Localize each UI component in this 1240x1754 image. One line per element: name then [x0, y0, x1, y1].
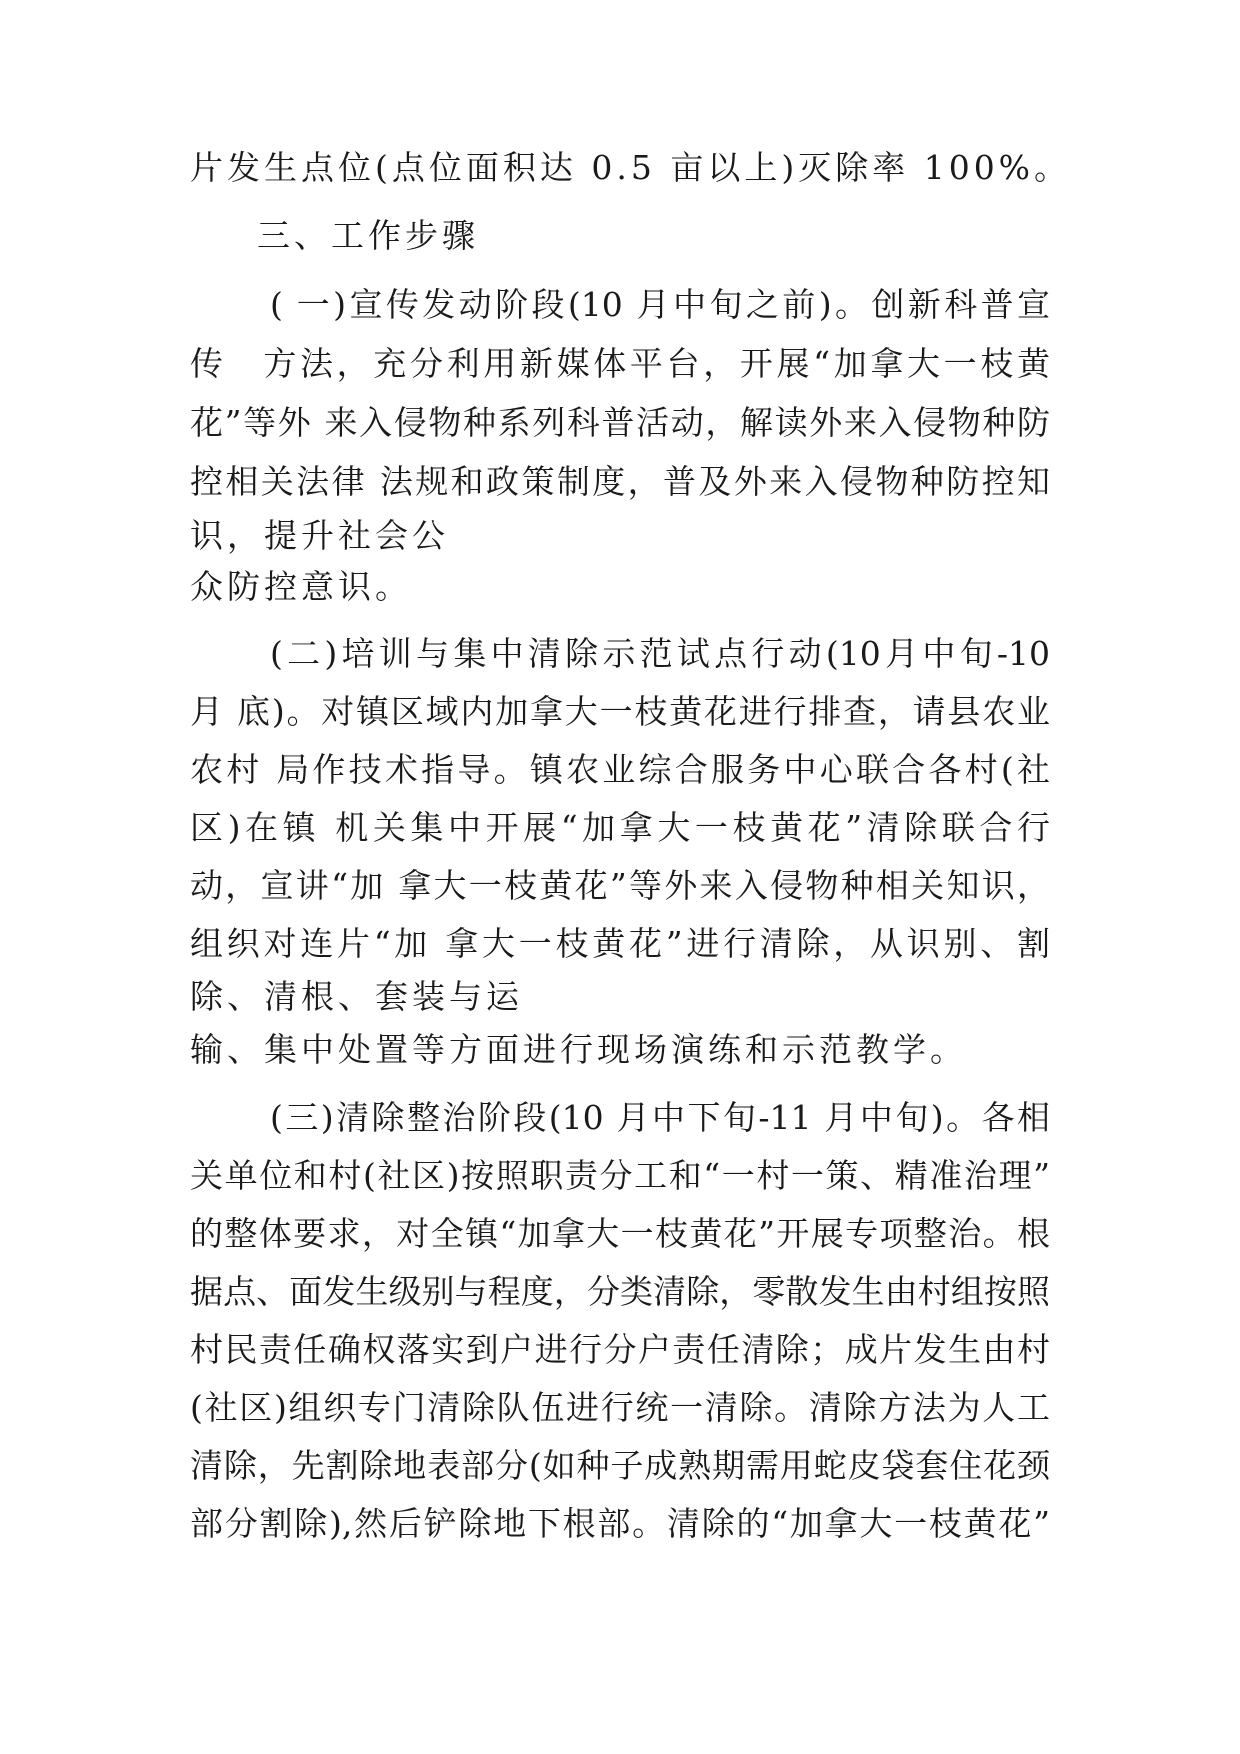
paragraph-2-line: 农村 局作技术指导。镇农业综合服务中心联合各村(社 [190, 750, 1050, 789]
paragraph-3-line: 村民责任确权落实到户进行分户责任清除；成片发生由村 [190, 1330, 1050, 1369]
section-heading: 三、工作步骤 [257, 216, 479, 255]
paragraph-3-line: (社区)组织专门清除队伍进行统一清除。清除方法为人工 [190, 1388, 1050, 1427]
paragraph-1-line: 花”等外 来入侵物种系列科普活动，解读外来入侵物种防 [190, 403, 1050, 442]
paragraph-1-line: 众防控意识。 [190, 567, 412, 606]
body-text-line: 片发生点位(点位面积达 0.5 亩以上)灭除率 100%。 [190, 148, 1072, 187]
paragraph-2-line: 动，宣讲“加 拿大一枝黄花”等外来入侵物种相关知识， [190, 866, 1050, 905]
paragraph-1-line: 控相关法律 法规和政策制度，普及外来入侵物种防控知 [190, 462, 1050, 501]
paragraph-1-line: 传 方法，充分利用新媒体平台，开展“加拿大一枝黄 [190, 344, 1050, 383]
paragraph-1-line: ( 一)宣传发动阶段(10 月中旬之前)。创新科普宣 [270, 285, 1050, 324]
paragraph-3-line: 据点、面发生级别与程度，分类清除，零散发生由村组按照 [190, 1272, 1050, 1311]
paragraph-2-line: (二)培训与集中清除示范试点行动(10月中旬-10 [270, 634, 1050, 673]
paragraph-2-line: 月 底)。对镇区域内加拿大一枝黄花进行排查，请县农业 [190, 692, 1050, 731]
paragraph-3-line: 关单位和村(社区)按照职责分工和“一村一策、精准治理” [190, 1156, 1050, 1195]
paragraph-1-line: 识，提升社会公 [190, 516, 449, 555]
paragraph-3-line: 清除，先割除地表部分(如种子成熟期需用蛇皮袋套住花颈 [190, 1446, 1050, 1485]
paragraph-2-line: 除、清根、套装与运 [190, 977, 523, 1016]
paragraph-3-line: (三)清除整治阶段(10 月中下旬-11 月中旬)。各相 [270, 1098, 1050, 1137]
paragraph-2-line: 组织对连片“加 拿大一枝黄花”进行清除，从识别、割 [190, 924, 1050, 963]
paragraph-3-line: 的整体要求，对全镇“加拿大一枝黄花”开展专项整治。根 [190, 1214, 1050, 1253]
paragraph-2-line: 区)在镇 机关集中开展“加拿大一枝黄花”清除联合行 [190, 808, 1050, 847]
paragraph-2-line: 输、集中处置等方面进行现场演练和示范教学。 [190, 1030, 967, 1069]
paragraph-3-line: 部分割除),然后铲除地下根部。清除的“加拿大一枝黄花” [190, 1504, 1050, 1543]
